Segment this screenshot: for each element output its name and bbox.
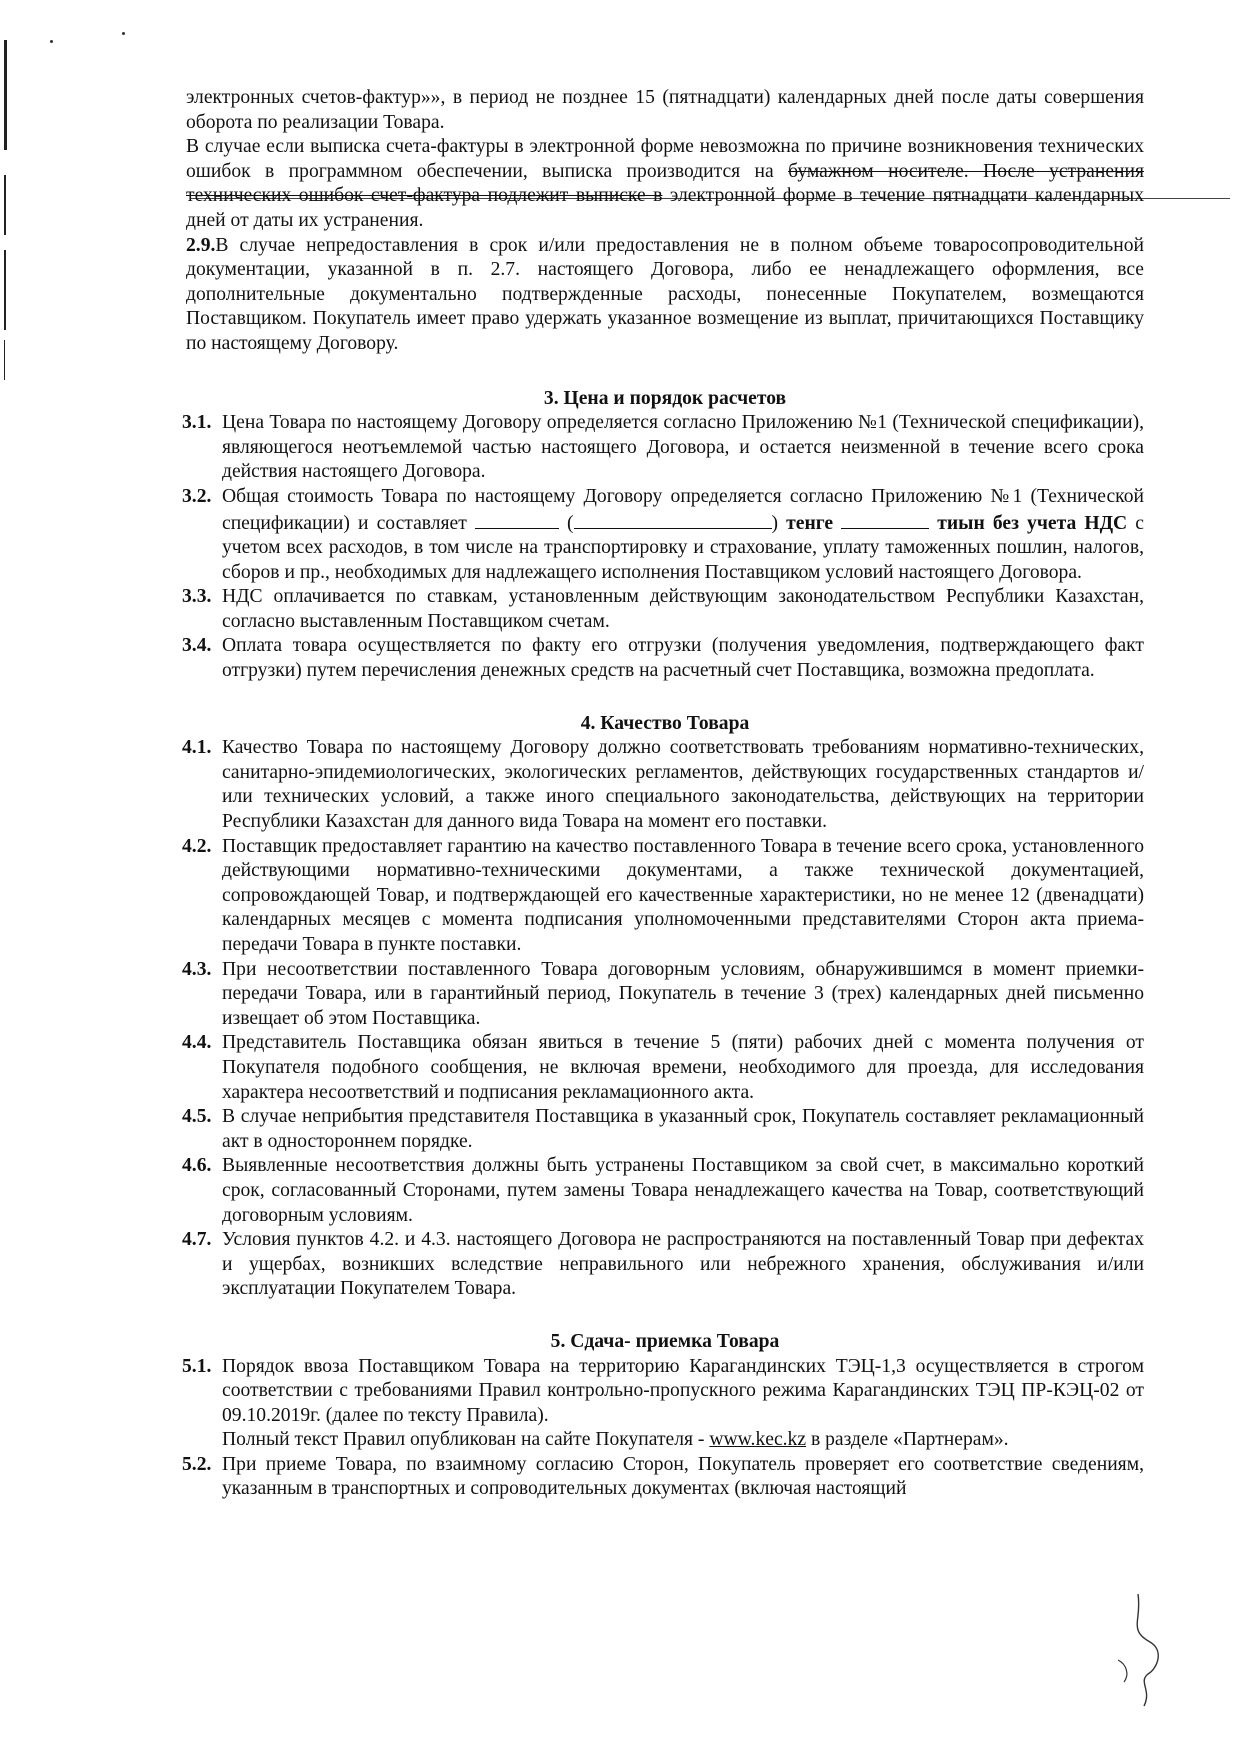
clause-number: 4.2.: [182, 835, 212, 857]
clause-text: НДС оплачивается по ставкам, установленным действующим законодательством Республики Казахстан, согласно выставленным Поставщиком счетам.: [222, 586, 1144, 632]
document-body: [182, 86, 1144, 1502]
scan-edge-mark: [4, 340, 5, 380]
clause-5-1: [182, 1355, 1144, 1453]
clause-text: При приеме Товара, по взаимному согласию Сторон, Покупатель проверяет его соответствие сведениям, указанным в транспортных и сопроводительных документах (включая настоящий: [222, 1453, 1144, 1500]
vat-note: тиын без учета НДС: [937, 512, 1128, 534]
handwritten-mark: [1108, 1590, 1168, 1710]
clause-text: Выявленные несоответствия должны быть устранены Поставщиком за свой счет, в максимально короткий срок, согласованный Сторонами, путем замены Товара ненадлежащего качества на Товар, соответствующий договорным условиям.: [222, 1155, 1144, 1226]
clause-text: В случае неприбытия представителя Поставщика в указанный срок, Покупатель составляет рекламационный акт в одностороннем порядке.: [222, 1106, 1144, 1152]
amount-blank: [475, 510, 559, 529]
clause-text: Общая стоимость Товара по настоящему Договору определяется согласно Приложению №1 (Технической спецификации) и составляет: [222, 485, 1144, 534]
scan-dot: [122, 32, 125, 35]
clause-number: 5.2.: [182, 1453, 212, 1475]
clause-4-2: [182, 835, 1144, 958]
clause-number: 3.1.: [182, 412, 212, 434]
clause-number: 4.3.: [182, 958, 212, 980]
clause-text-cont: с учетом всех расходов, в том числе на транспортировку и страхование, уплату таможенных пошлин, налогов, сборов и пр., необходимых для надлежащего исполнения Поставщиком условий настоящего Договора.: [222, 512, 1144, 583]
scan-dot: [50, 40, 53, 43]
clause-number: 3.2.: [182, 485, 212, 507]
scan-edge-mark: [4, 175, 6, 235]
clause-number: 3.3.: [182, 586, 212, 608]
clause-4-5: [182, 1105, 1144, 1154]
clause-4-6: [182, 1154, 1144, 1228]
clause-number: 2.9.: [186, 234, 216, 256]
clause-number: 4.5.: [182, 1106, 212, 1128]
clause-5-2: [182, 1453, 1144, 1502]
scan-edge-mark: [4, 250, 6, 330]
currency-label: тенге: [786, 512, 834, 534]
tiyn-blank: [841, 510, 929, 529]
clause-4-3: [182, 958, 1144, 1032]
clause-text: Условия пунктов 4.2. и 4.3. настоящего Договора не распространяются на поставленный Товар при дефектах и ущербах, возникших вследствие неправильного или небрежного хранения, обслуживания и/или эксплуатации Покупателем Товара.: [222, 1229, 1144, 1300]
clause-text-cont: Полный текст Правил опубликован на сайте Покупателя -: [222, 1429, 705, 1451]
clause-text: Порядок ввоза Поставщиком Товара на территорию Карагандинских ТЭЦ-1,3 осуществляется в строгом соответствии с требованиями Правил контрольно-пропускного режима Карагандинских ТЭЦ ПР-КЭЦ-02 от 09.10.2019г. (далее по тексту Правила).: [222, 1355, 1144, 1426]
clause-3-3: [182, 585, 1144, 634]
section-5-title: 5. Сдача- приемка Товара: [550, 1330, 780, 1352]
clause-number: 5.1.: [182, 1355, 212, 1377]
clause-text: Представитель Поставщика обязан явиться в течение 5 (пяти) рабочих дней с момента получения от Покупателя подобного сообщения, не включая времени, необходимого для проезда, для исследования характера несоответствий и подписания рекламационного акта.: [222, 1032, 1144, 1103]
section-4-title: 4. Качество Товара: [580, 712, 750, 734]
clause-4-7: [182, 1228, 1144, 1302]
intro-paragraph-2: [186, 135, 1144, 233]
intro-text-c: электронной форме в течение пятнадцати календарных дней от даты их устранения.: [186, 185, 1144, 231]
amount-words-blank: [574, 510, 772, 529]
clause-text: Качество Товара по настоящему Договору должно соответствовать требованиям нормативно-технических, санитарно-эпидемиологических, экологических регламентов, действующих государственных стандартов и/или технических условий, а также иного специального законодательства, действующих на территории Республики Казахстан для данного вида Товара на момент его поставки.: [222, 737, 1144, 833]
clause-number: 4.1.: [182, 737, 212, 759]
clause-text: Поставщик предоставляет гарантию на качество поставленного Товара в течение всего срока, установленного действующими нормативно-техническими документами, а также технической документацией, сопровождающей Товар, и подтверждающей его качественные характеристики, но не менее 12 (двенадцати) календарных месяцев с момента подписания уполномоченными представителями Сторон акта приема-передачи Товара в пункте поставки.: [222, 835, 1144, 955]
clause-number: 4.4.: [182, 1032, 212, 1054]
clause-number: 3.4.: [182, 635, 212, 657]
section-3-title: 3. Цена и порядок расчетов: [543, 387, 787, 409]
intro-paragraph: электронных счетов-фактур»», в период не позднее 15 (пятнадцати) календарных дней после даты совершения оборота по реализации Товара.: [186, 87, 1144, 133]
clause-3-4: [182, 634, 1144, 683]
clause-4-4: [182, 1031, 1144, 1105]
clause-text: Цена Товара по настоящему Договору определяется согласно Приложению №1 (Технической спецификации), являющегося неотъемлемой частью настоящего Договора, и остается неизменной в течение всего срока действия настоящего Договора.: [222, 412, 1144, 483]
clause-3-2: 3.2. Общая стоимость Товара по настоящему Договору определяется согласно Приложению №1 (Технической спецификации) и составляет ( ) тенге тиын без учета НДС с учетом всех расходов, в том числе на транспортировку и страхование, уплату таможенных пошлин, налогов, сборов и пр., необходимых для надлежащего исполнения Поставщиком условий настоящего Договора.: [182, 485, 1144, 583]
website-link[interactable]: www.kec.kz: [709, 1429, 807, 1451]
clause-text: Оплата товара осуществляется по факту его отгрузки (получения уведомления, подтверждающего факт отгрузки) путем перечисления денежных средств на расчетный счет Поставщика, возможна предоплата.: [222, 635, 1144, 682]
clause-number: 4.7.: [182, 1229, 212, 1251]
clause-2-9: [186, 234, 1144, 357]
intro-text-a: В случае если выписка счета-фактуры в электронной форме невозможна по причине возникновения технических ошибок в программном обеспечении, выписка производится на: [186, 136, 1144, 182]
clause-3-1: [182, 411, 1144, 485]
clause-text-end: в разделе «Партнерам».: [810, 1429, 1009, 1451]
clause-text: При несоответствии поставленного Товара договорным условиям, обнаружившимся в момент приемки-передачи Товара, или в гарантийный период, Покупатель в течение 3 (трех) календарных дней письменно извещает об этом Поставщика.: [222, 958, 1144, 1029]
clause-4-1: [182, 736, 1144, 834]
scan-edge-mark: [4, 40, 7, 150]
intro-text-struck: бумажном носителе. После устранения технических ошибок счет-фактура подлежит выписке в: [186, 160, 1144, 207]
clause-number: 4.6.: [182, 1155, 212, 1177]
clause-text: В случае непредоставления в срок и/или предоставления не в полном объеме товаросопроводительной документации, указанной в п. 2.7. настоящего Договора, либо ее ненадлежащего оформления, все дополнительные документально подтвержденные расходы, понесенные Покупателем, возмещаются Поставщиком. Покупатель имеет право удержать указанное возмещение из выплат, причитающихся Поставщику по настоящему Договору.: [186, 234, 1144, 354]
